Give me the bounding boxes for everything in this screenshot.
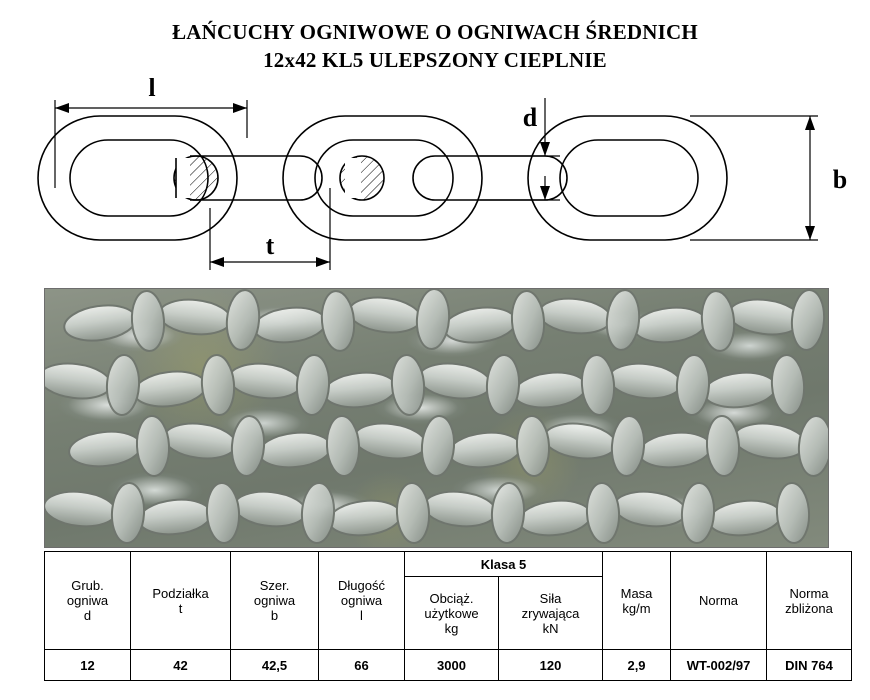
header-width-line1: Szer. [259, 578, 290, 593]
specification-table-wrapper [44, 551, 833, 681]
chain-photo [44, 288, 829, 548]
header-width [231, 552, 319, 650]
title-line-1: ŁAŃCUCHY OGNIWOWE O OGNIWACH ŚREDNICH [172, 20, 698, 44]
header-breaking-force [499, 577, 603, 650]
specification-table [44, 551, 852, 681]
header-width-line2: ogniwa [253, 593, 296, 608]
header-length-line2: ogniwa [340, 593, 383, 608]
table-header-row-1 [45, 552, 852, 577]
header-mass-line2: kg/m [622, 600, 651, 616]
value-width: 42,5 [231, 650, 319, 681]
header-pitch-line2: t [178, 600, 183, 616]
table-row [45, 650, 852, 681]
page-title [0, 18, 870, 74]
header-length [319, 552, 405, 650]
dimension-label-d: d [522, 103, 538, 132]
chain-technical-drawing [0, 78, 870, 288]
header-norm: Norma [671, 552, 767, 650]
header-working-load-line1: Obciąż. [429, 590, 474, 606]
title-line-2: 12x42 KL5 ULEPSZONY CIEPLNIE [263, 48, 607, 72]
dimension-label-t: t [265, 231, 275, 260]
value-breaking-force: 120 [499, 650, 603, 681]
header-breaking-force-line1: Siła [539, 590, 562, 606]
header-width-line3: b [270, 608, 279, 623]
value-mass: 2,9 [603, 650, 671, 681]
header-working-load-line2: użytkowe [424, 605, 479, 621]
value-pitch: 42 [131, 650, 231, 681]
header-working-load-line3: kg [444, 620, 459, 636]
header-thickness-line2: ogniwa [66, 593, 109, 608]
value-norm-similar: DIN 764 [767, 650, 852, 681]
header-thickness-line3: d [83, 608, 92, 623]
header-thickness [45, 552, 131, 650]
header-pitch-line1: Podziałka [152, 585, 209, 601]
header-norm-similar-line1: Norma [789, 585, 829, 601]
header-class-group: Klasa 5 [405, 552, 603, 577]
value-norm: WT-002/97 [671, 650, 767, 681]
header-breaking-force-line2: zrywająca [521, 605, 580, 621]
chain-photo-links [45, 289, 828, 547]
value-working-load: 3000 [405, 650, 499, 681]
header-norm-similar [767, 552, 852, 650]
header-mass [603, 552, 671, 650]
value-thickness: 12 [45, 650, 131, 681]
header-length-line3: l [360, 608, 363, 623]
value-length: 66 [319, 650, 405, 681]
dimension-label-b: b [832, 165, 848, 194]
header-breaking-force-line3: kN [542, 620, 559, 636]
header-length-line1: Długość [338, 578, 385, 593]
header-mass-line1: Masa [620, 585, 653, 601]
dimension-label-l: l [148, 78, 156, 102]
header-working-load [405, 577, 499, 650]
header-thickness-line1: Grub. [71, 578, 104, 593]
header-norm-similar-line2: zbliżona [785, 600, 833, 616]
header-pitch [131, 552, 231, 650]
